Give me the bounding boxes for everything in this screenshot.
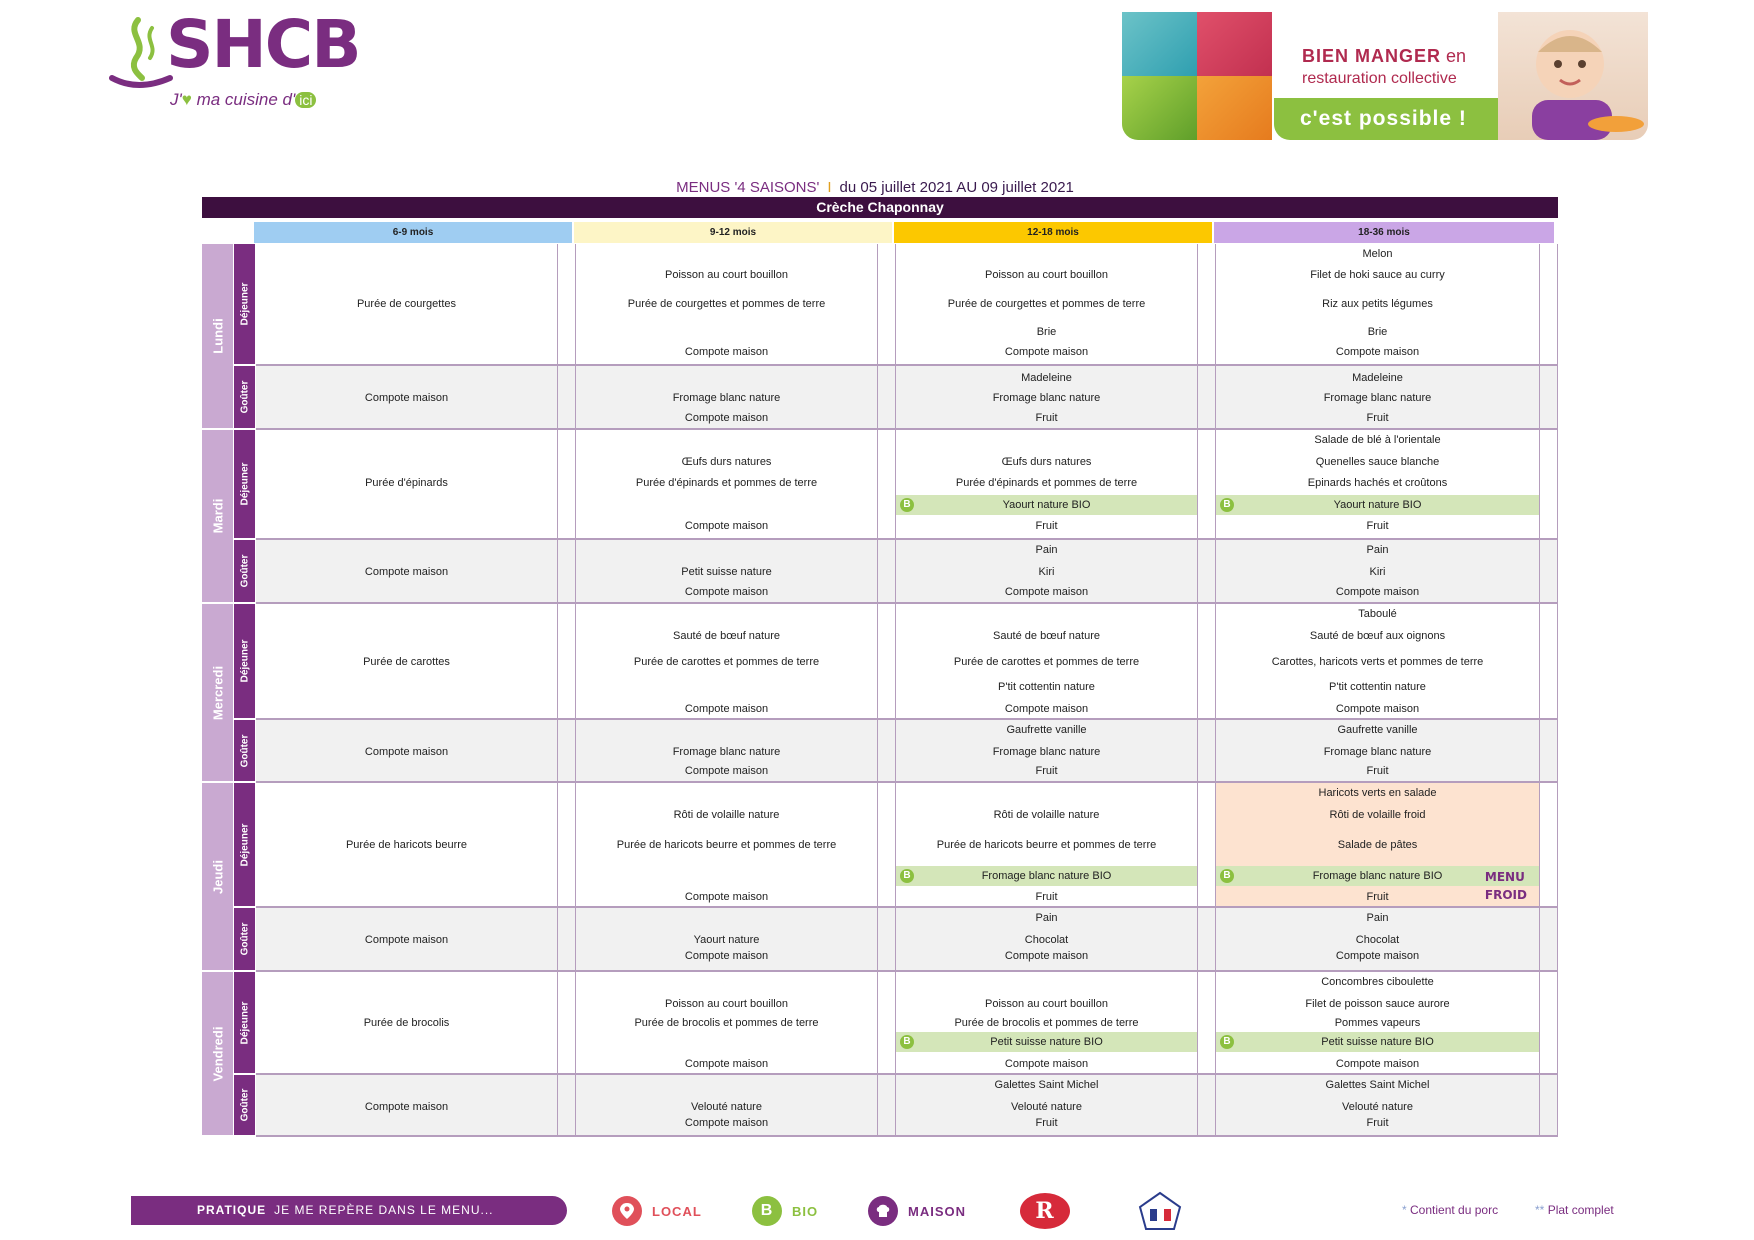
- menu-item: Œufs durs natures: [1001, 456, 1092, 468]
- dejeuner-section: [256, 604, 1558, 720]
- gouter-section: [256, 720, 1558, 783]
- menu-cell: [1216, 972, 1558, 1073]
- menu-cell: [1216, 430, 1558, 538]
- menu-item: P'tit cottentin nature: [998, 681, 1095, 693]
- menu-item: Fromage blanc nature: [1323, 392, 1432, 404]
- menu-item: Chocolat: [1024, 934, 1069, 946]
- gouter-section: [256, 908, 1558, 972]
- menu-item: Compote maison: [684, 891, 769, 903]
- menu-grid: [202, 244, 1558, 1137]
- menu-cell: [256, 908, 576, 970]
- age-header-1: 6-9 mois: [254, 222, 572, 243]
- menu-cell: [1216, 720, 1558, 781]
- legend-local: LOCAL: [612, 1196, 702, 1226]
- banner-title: BIEN MANGER en: [1302, 46, 1467, 66]
- menu-cell: [1216, 366, 1558, 428]
- gouter-section: [256, 1075, 1558, 1137]
- menu-cell: [896, 244, 1216, 364]
- menu-cell: [896, 720, 1216, 781]
- menu-item: Purée d'épinards: [365, 477, 448, 489]
- menu-item: Rôti de volaille froid: [1329, 809, 1426, 821]
- meal-label: Goûter: [234, 366, 255, 428]
- menu-item: Compote maison: [1004, 1058, 1089, 1070]
- menu-item: Poisson au court bouillon: [985, 998, 1108, 1010]
- bio-icon: B: [900, 1035, 914, 1049]
- menu-item: Rôti de volaille nature: [993, 809, 1100, 821]
- bio-icon: B: [900, 869, 914, 883]
- label-rouge-icon: [1018, 1196, 1072, 1226]
- menu-item: Yaourt nature: [693, 934, 760, 946]
- menu-item: Compote maison: [364, 566, 449, 578]
- menu-item: Pain: [1366, 912, 1389, 924]
- day-label-vendredi: Vendredi: [202, 972, 233, 1135]
- menu-item-bio: Petit suisse nature BIO B: [896, 1032, 1197, 1052]
- menu-cell: [256, 1075, 576, 1135]
- menu-item: Sauté de bœuf nature: [992, 630, 1100, 642]
- menu-item: Compote maison: [1335, 703, 1420, 715]
- menu-item: Fruit: [1035, 1117, 1058, 1129]
- menu-item: Compote maison: [684, 950, 769, 962]
- menu-item: Purée de haricots beurre et pommes de terre: [936, 839, 1157, 851]
- menu-item: Rôti de volaille nature: [673, 809, 780, 821]
- bio-icon: B: [1220, 498, 1234, 512]
- menu-cell: [576, 1075, 896, 1135]
- menu-item: Compote maison: [684, 412, 769, 424]
- menu-item: Purée de brocolis: [363, 1017, 450, 1029]
- menu-cell: [896, 366, 1216, 428]
- menu-item: Taboulé: [1358, 608, 1397, 620]
- menu-item: Sauté de bœuf aux oignons: [1309, 630, 1446, 642]
- menu-item: Epinards hachés et croûtons: [1307, 477, 1448, 489]
- menu-item: Sauté de bœuf nature: [672, 630, 780, 642]
- menu-item: Compote maison: [1004, 346, 1089, 358]
- day-label-mardi: Mardi: [202, 430, 233, 602]
- menu-item: Poisson au court bouillon: [985, 269, 1108, 281]
- menu-cell: [1216, 908, 1558, 970]
- meal-label: Déjeuner: [234, 244, 255, 364]
- menu-item: Compote maison: [1335, 586, 1420, 598]
- legend-maison: MAISON: [868, 1196, 966, 1226]
- baby-photo: [1498, 12, 1648, 140]
- bio-icon: B: [900, 498, 914, 512]
- menu-cell: [896, 972, 1216, 1073]
- banner-subtitle: restauration collective: [1302, 70, 1457, 87]
- menu-cell: [896, 1075, 1216, 1135]
- menu-item: Purée de carottes et pommes de terre: [633, 656, 820, 668]
- menu-item-bio: Yaourt nature BIO B: [1216, 495, 1539, 515]
- age-header-4: 18-36 mois: [1214, 222, 1554, 243]
- menu-item: Poisson au court bouillon: [665, 998, 788, 1010]
- menu-cell: [576, 366, 896, 428]
- menu-item: Fromage blanc nature: [992, 746, 1101, 758]
- menu-item: Velouté nature: [1342, 1101, 1413, 1113]
- menu-item: Fruit: [1035, 891, 1058, 903]
- menu-item: Purée de courgettes et pommes de terre: [947, 298, 1146, 310]
- menu-cell: [256, 783, 576, 906]
- age-header-2: 9-12 mois: [574, 222, 892, 243]
- menu-item-bio: Petit suisse nature BIO B: [1216, 1032, 1539, 1052]
- menu-cell: [256, 540, 576, 602]
- menu-item: Purée de haricots beurre et pommes de terre: [616, 839, 837, 851]
- heart-icon: ♥: [181, 90, 192, 109]
- menu-item: Purée de brocolis et pommes de terre: [954, 1017, 1139, 1029]
- menu-cell: [256, 366, 576, 428]
- day-label-lundi: Lundi: [202, 244, 233, 428]
- menu-item: Compote maison: [684, 703, 769, 715]
- menu-item: Brie: [1367, 326, 1388, 338]
- menu-cell: [576, 783, 896, 906]
- menu-item: Purée de carottes: [363, 656, 450, 668]
- menu-cell: [576, 430, 896, 538]
- creche-name-bar: Crèche Chaponnay: [202, 197, 1558, 218]
- menu-item: Galettes Saint Michel: [1325, 1079, 1430, 1091]
- dejeuner-section: [256, 244, 1558, 366]
- note-contains-pork: * Contient du porc: [1402, 1203, 1499, 1217]
- dejeuner-section: [256, 972, 1558, 1075]
- day-label-mercredi: Mercredi: [202, 604, 233, 781]
- menu-cell: [896, 908, 1216, 970]
- menu-item: Pain: [1366, 544, 1389, 556]
- location-pin-icon: [612, 1196, 642, 1226]
- menu-cell: [576, 720, 896, 781]
- menu-item: Brie: [1036, 326, 1057, 338]
- bio-icon: B: [1220, 1035, 1234, 1049]
- menu-item: Fromage blanc nature: [992, 392, 1101, 404]
- banner-cta: c'est possible !: [1274, 98, 1510, 140]
- menu-item: Fruit: [1035, 412, 1058, 424]
- menu-item: Compote maison: [1335, 346, 1420, 358]
- menu-item: Fruit: [1366, 891, 1389, 903]
- menu-item: Kiri: [1038, 566, 1055, 578]
- logo-wordmark: SHCB: [166, 6, 360, 83]
- menu-item: Carottes, haricots verts et pommes de terre: [1271, 656, 1484, 668]
- menu-cell: [1216, 604, 1558, 718]
- menu-item: Compote maison: [364, 1101, 449, 1113]
- age-header-3: 12-18 mois: [894, 222, 1212, 243]
- menu-item: Fruit: [1035, 520, 1058, 532]
- menu-item: Salade de pâtes: [1337, 839, 1418, 851]
- menu-cell: [1216, 244, 1558, 364]
- menu-cell: [1216, 783, 1558, 906]
- menu-item: Compote maison: [1004, 703, 1089, 715]
- menu-item: Compote maison: [684, 586, 769, 598]
- legend-bio: B BIO: [752, 1196, 818, 1226]
- menu-item: Galettes Saint Michel: [994, 1079, 1099, 1091]
- menu-item: Fromage blanc nature: [672, 392, 781, 404]
- logo-tagline: J'♥ ma cuisine d' ici: [170, 90, 316, 110]
- menu-cell: [576, 604, 896, 718]
- menu-item: Melon: [1362, 248, 1393, 260]
- menu-item: Compote maison: [684, 1117, 769, 1129]
- menu-item: Fruit: [1366, 520, 1389, 532]
- viande-de-france-icon: [1138, 1196, 1182, 1226]
- bio-icon: B: [1220, 869, 1234, 883]
- menu-cell: [256, 604, 576, 718]
- menu-item: Purée de courgettes: [356, 298, 457, 310]
- menu-item-bio: Fromage blanc nature BIO B: [896, 866, 1197, 886]
- menu-cell: [576, 972, 896, 1073]
- menu-item: Purée d'épinards et pommes de terre: [955, 477, 1138, 489]
- menu-cell: [1216, 1075, 1558, 1135]
- menu-cell: [896, 430, 1216, 538]
- menu-item: Compote maison: [684, 346, 769, 358]
- menu-item: Haricots verts en salade: [1318, 787, 1437, 799]
- menu-cell: [1216, 540, 1558, 602]
- menu-item: Velouté nature: [691, 1101, 762, 1113]
- menu-item: Compote maison: [364, 392, 449, 404]
- menu-froid-label: MENU FROID: [1484, 870, 1527, 902]
- meal-label: Goûter: [234, 1075, 255, 1135]
- menu-cell: [896, 783, 1216, 906]
- menu-item-bio: Yaourt nature BIO B: [896, 495, 1197, 515]
- menu-item: Fruit: [1366, 412, 1389, 424]
- day-label-jeudi: Jeudi: [202, 783, 233, 970]
- menu-cell: [256, 244, 576, 364]
- menu-item: Compote maison: [1004, 950, 1089, 962]
- menu-item: Purée de courgettes et pommes de terre: [627, 298, 826, 310]
- svg-text:R: R: [1035, 1198, 1055, 1224]
- meal-label: Déjeuner: [234, 604, 255, 718]
- menu-item: Purée de brocolis et pommes de terre: [634, 1017, 819, 1029]
- menu-item: Filet de poisson sauce aurore: [1305, 998, 1450, 1010]
- dejeuner-section: [256, 430, 1558, 540]
- shcb-logo: [108, 6, 368, 120]
- menu-item: Pain: [1035, 544, 1058, 556]
- menu-cell: [576, 540, 896, 602]
- menu-item: Fruit: [1035, 765, 1058, 777]
- menu-item: Compote maison: [684, 765, 769, 777]
- meal-label: Goûter: [234, 720, 255, 781]
- menu-item: Poisson au court bouillon: [665, 269, 788, 281]
- menu-item: Compote maison: [364, 934, 449, 946]
- meal-label: Goûter: [234, 908, 255, 970]
- menu-item: Purée d'épinards et pommes de terre: [635, 477, 818, 489]
- menu-item: Compote maison: [1335, 950, 1420, 962]
- menu-cell: [576, 244, 896, 364]
- menu-item: Purée de haricots beurre: [345, 839, 468, 851]
- menu-item: Riz aux petits légumes: [1322, 298, 1433, 310]
- menu-item: Petit suisse nature: [681, 566, 772, 578]
- menu-item: Compote maison: [364, 746, 449, 758]
- meal-label: Déjeuner: [234, 972, 255, 1073]
- menu-item: P'tit cottentin nature: [1329, 681, 1426, 693]
- menu-item: Filet de hoki sauce au curry: [1310, 269, 1445, 281]
- menu-cell: [576, 908, 896, 970]
- menu-item: Purée de carottes et pommes de terre: [953, 656, 1140, 668]
- menu-item: Œufs durs natures: [681, 456, 772, 468]
- menu-item: Concombres ciboulette: [1321, 976, 1434, 988]
- menu-item: Fruit: [1366, 765, 1389, 777]
- gouter-section: [256, 540, 1558, 604]
- menu-cell: [256, 972, 576, 1073]
- menu-item: Fromage blanc nature: [1323, 746, 1432, 758]
- menu-item: Pommes vapeurs: [1334, 1017, 1421, 1029]
- menu-item: Chocolat: [1355, 934, 1400, 946]
- menu-item: Quenelles sauce blanche: [1315, 456, 1440, 468]
- menu-item: Gaufrette vanille: [1006, 724, 1087, 736]
- menu-item: Compote maison: [684, 1058, 769, 1070]
- gouter-section: [256, 366, 1558, 430]
- meal-label: Goûter: [234, 540, 255, 602]
- meal-label: Déjeuner: [234, 783, 255, 906]
- note-full-dish: ** Plat complet: [1535, 1203, 1614, 1217]
- menu-item: Compote maison: [684, 520, 769, 532]
- bio-icon: B: [752, 1196, 782, 1226]
- menu-item: Compote maison: [1004, 586, 1089, 598]
- menu-item: Fruit: [1366, 1117, 1389, 1129]
- menu-cell: [256, 720, 576, 781]
- menu-item: Madeleine: [1352, 372, 1403, 384]
- menu-item: Salade de blé à l'orientale: [1314, 434, 1441, 446]
- menu-cell: [256, 430, 576, 538]
- menu-cell: [896, 540, 1216, 602]
- menu-item: Kiri: [1369, 566, 1386, 578]
- menu-title: MENUS '4 SAISONS' I du 05 juillet 2021 AU 09 juillet 2021: [676, 179, 1074, 196]
- pratique-banner: PRATIQUE JE ME REPÈRE DANS LE MENU...: [131, 1196, 567, 1225]
- menu-cell: [896, 604, 1216, 718]
- dejeuner-section: [256, 783, 1558, 908]
- menu-item: Gaufrette vanille: [1337, 724, 1418, 736]
- menu-item: Fromage blanc nature: [672, 746, 781, 758]
- menu-item: Velouté nature: [1011, 1101, 1082, 1113]
- menu-item: Compote maison: [1335, 1058, 1420, 1070]
- menu-item: Madeleine: [1021, 372, 1072, 384]
- meal-label: Déjeuner: [234, 430, 255, 538]
- chef-hat-icon: [868, 1196, 898, 1226]
- menu-item: Pain: [1035, 912, 1058, 924]
- bien-manger-banner: [1122, 12, 1648, 140]
- menu-item-bio: Fromage blanc nature BIO B: [1216, 866, 1539, 886]
